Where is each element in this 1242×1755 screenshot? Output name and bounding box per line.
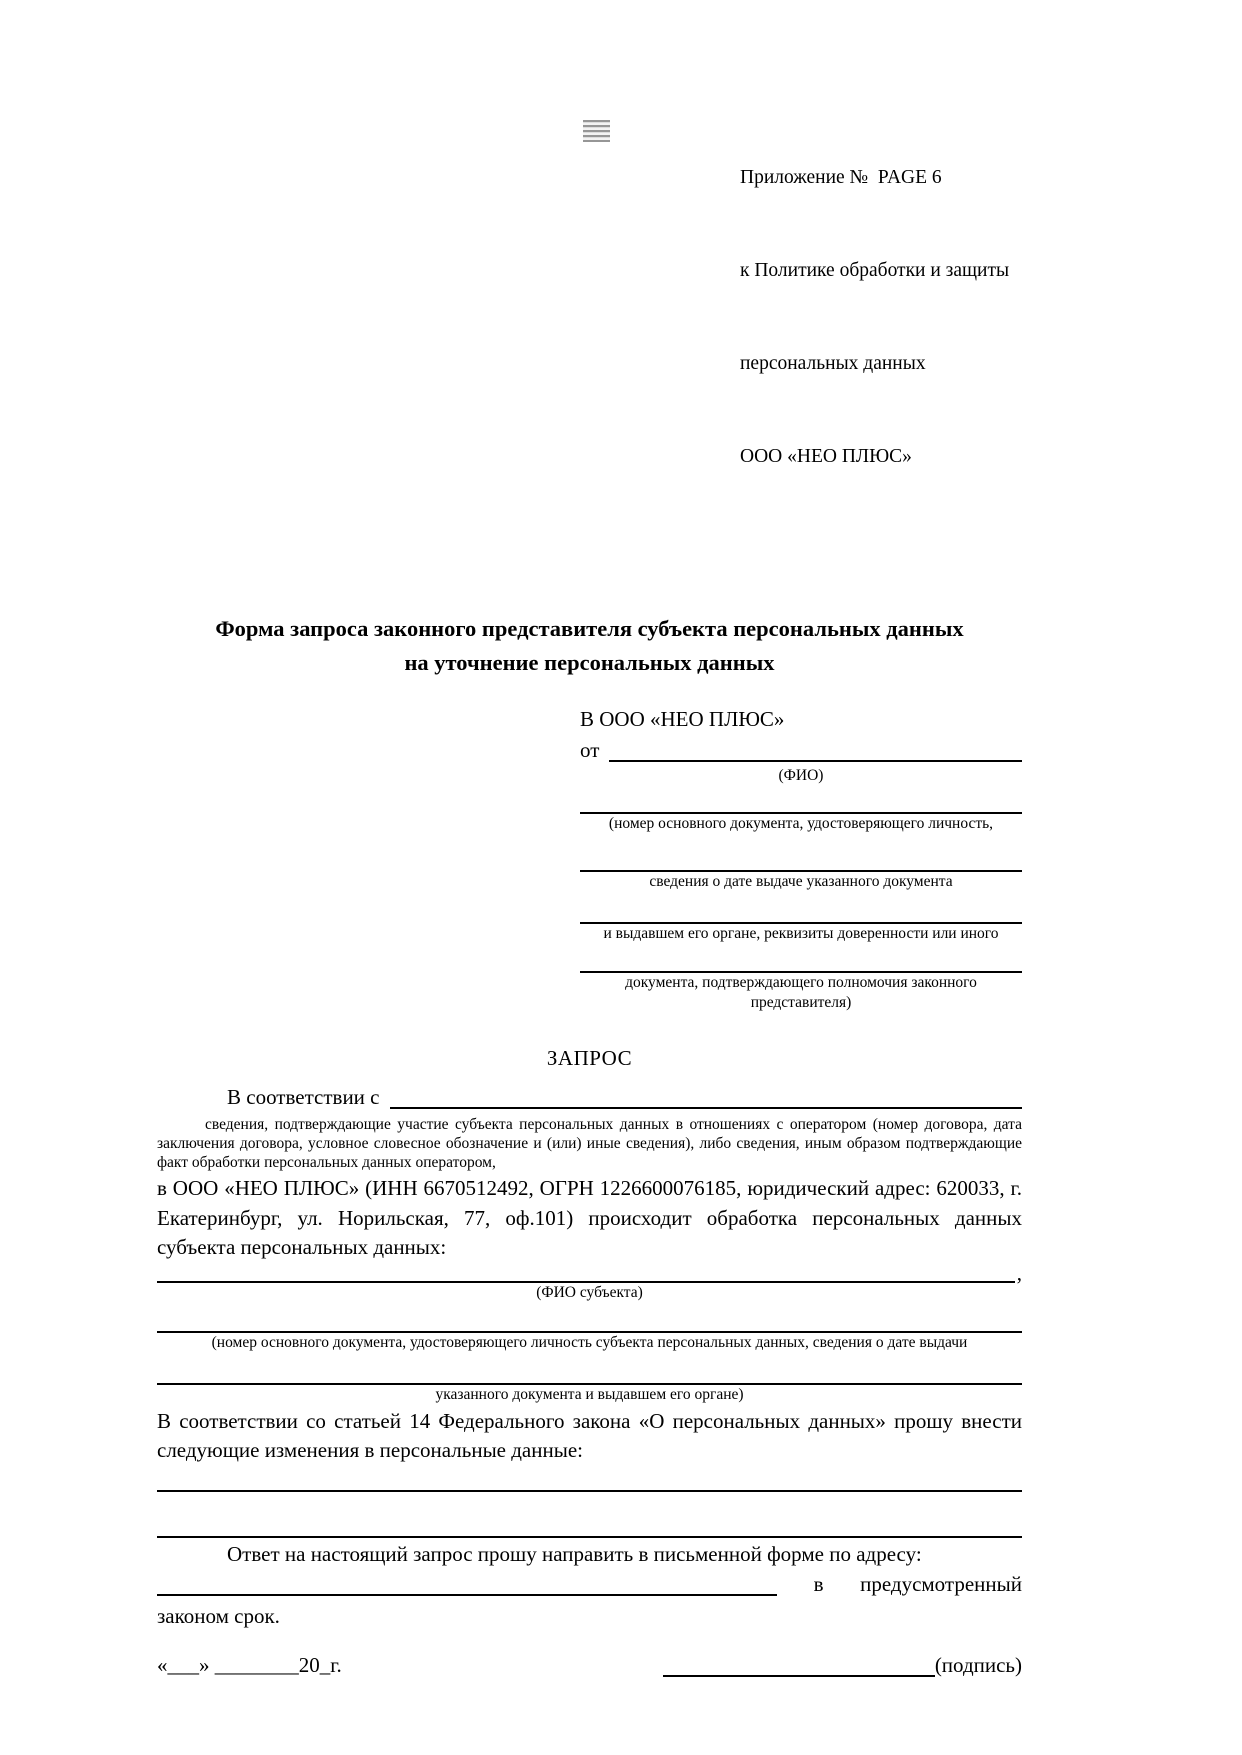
representative-authority-blank[interactable] (580, 947, 1022, 973)
addressee-to-line: В ООО «НЕО ПЛЮС» (580, 707, 785, 731)
from-name-blank[interactable] (609, 760, 1022, 762)
subject-fio-caption: (ФИО субъекта) (536, 1283, 643, 1301)
doc-issuer-caption: и выдавшем его органе, реквизиты доверенности или иного (603, 925, 999, 942)
signature-caption: (подпись) (934, 1652, 1022, 1677)
basis-explanation: сведения, подтверждающие участие субъекта персональных данных в отношениях с оператором (номер договора, дата заключения договора, условное словесное обозначение и (или) иные сведения), либо сведения, иным образом подтверждающие факт обработки персональных данных оператором, (157, 1116, 1022, 1171)
appendix-header (157, 100, 1022, 534)
subject-fio-comma: , (1016, 1260, 1022, 1285)
subject-doc-caption2: указанного документа и выдавшем его органе) (435, 1385, 744, 1403)
answer-address-row (157, 1569, 1022, 1600)
field-code-marker-icon (583, 120, 610, 142)
answer-word-predusmotrenny: предусмотренный (860, 1572, 1022, 1596)
request-heading: ЗАПРОС (546, 1046, 633, 1070)
doc-number-blank[interactable] (580, 788, 1022, 814)
company-name-line: ООО «НЕО ПЛЮС» (740, 446, 912, 467)
form-title-line2: на уточнение персональных данных (404, 650, 775, 675)
subject-fio-blank[interactable] (157, 1265, 1015, 1283)
form-title (157, 612, 1022, 680)
date-blank-line[interactable]: «___» ________20_г. (157, 1652, 342, 1677)
subject-fio-row (157, 1260, 1022, 1285)
appendix-number-line: Приложение № PAGE 6 (740, 167, 942, 188)
signature-blank[interactable] (663, 1651, 935, 1677)
footer-row (157, 1650, 1022, 1681)
policy-reference-line1: к Политике обработки и защиты (740, 260, 1010, 281)
basis-blank[interactable] (390, 1107, 1023, 1109)
answer-end: законом срок. (157, 1604, 280, 1628)
operator-paragraph: в ООО «НЕО ПЛЮС» (ИНН 6670512492, ОГРН 1226600076185, юридический адрес: 620033, г. Екатеринбург, ул. Норильская, 77, оф.101) происходит обработка персональных данных субъекта персональных данных: (157, 1176, 1022, 1259)
doc-issue-date-caption: сведения о дате выдаче указанного документа (649, 873, 953, 890)
appendix-header-block (740, 100, 1022, 534)
subject-doc-blank[interactable] (157, 1307, 1022, 1333)
intro-label: В соответствии с (227, 1085, 380, 1109)
intro-row (157, 1082, 1022, 1113)
representative-authority-caption: документа, подтверждающего полномочия законного представителя) (625, 974, 977, 1011)
answer-word-v: в (813, 1572, 824, 1596)
article-paragraph: В соответствии со статьей 14 Федерального закона «О персональных данных» прошу внести следующие изменения в персональные данные: (157, 1408, 1022, 1462)
answer-address-blank[interactable] (157, 1570, 777, 1596)
answer-sentence: Ответ на настоящий запрос прошу направить в письменной форме по адресу: (227, 1541, 922, 1566)
from-row (580, 735, 1022, 766)
doc-number-caption: (номер основного документа, удостоверяющего личность, (608, 815, 994, 832)
form-title-line1: Форма запроса законного представителя субъекта персональных данных (215, 616, 964, 641)
subject-doc-caption1: (номер основного документа, удостоверяющего личность субъекта персональных данных, сведения о дате выдачи (211, 1333, 968, 1351)
doc-issuer-blank[interactable] (580, 898, 1022, 924)
from-label: от (580, 738, 600, 762)
addressee-block (580, 704, 1022, 1013)
policy-reference-line2: персональных данных (740, 353, 926, 374)
doc-issue-date-blank[interactable] (580, 846, 1022, 872)
fio-caption: (ФИО) (778, 767, 824, 784)
changes-blank-1[interactable] (157, 1466, 1022, 1492)
subject-doc-issuer-blank[interactable] (157, 1359, 1022, 1385)
signature-group (663, 1650, 1022, 1681)
changes-blank-2[interactable] (157, 1512, 1022, 1538)
